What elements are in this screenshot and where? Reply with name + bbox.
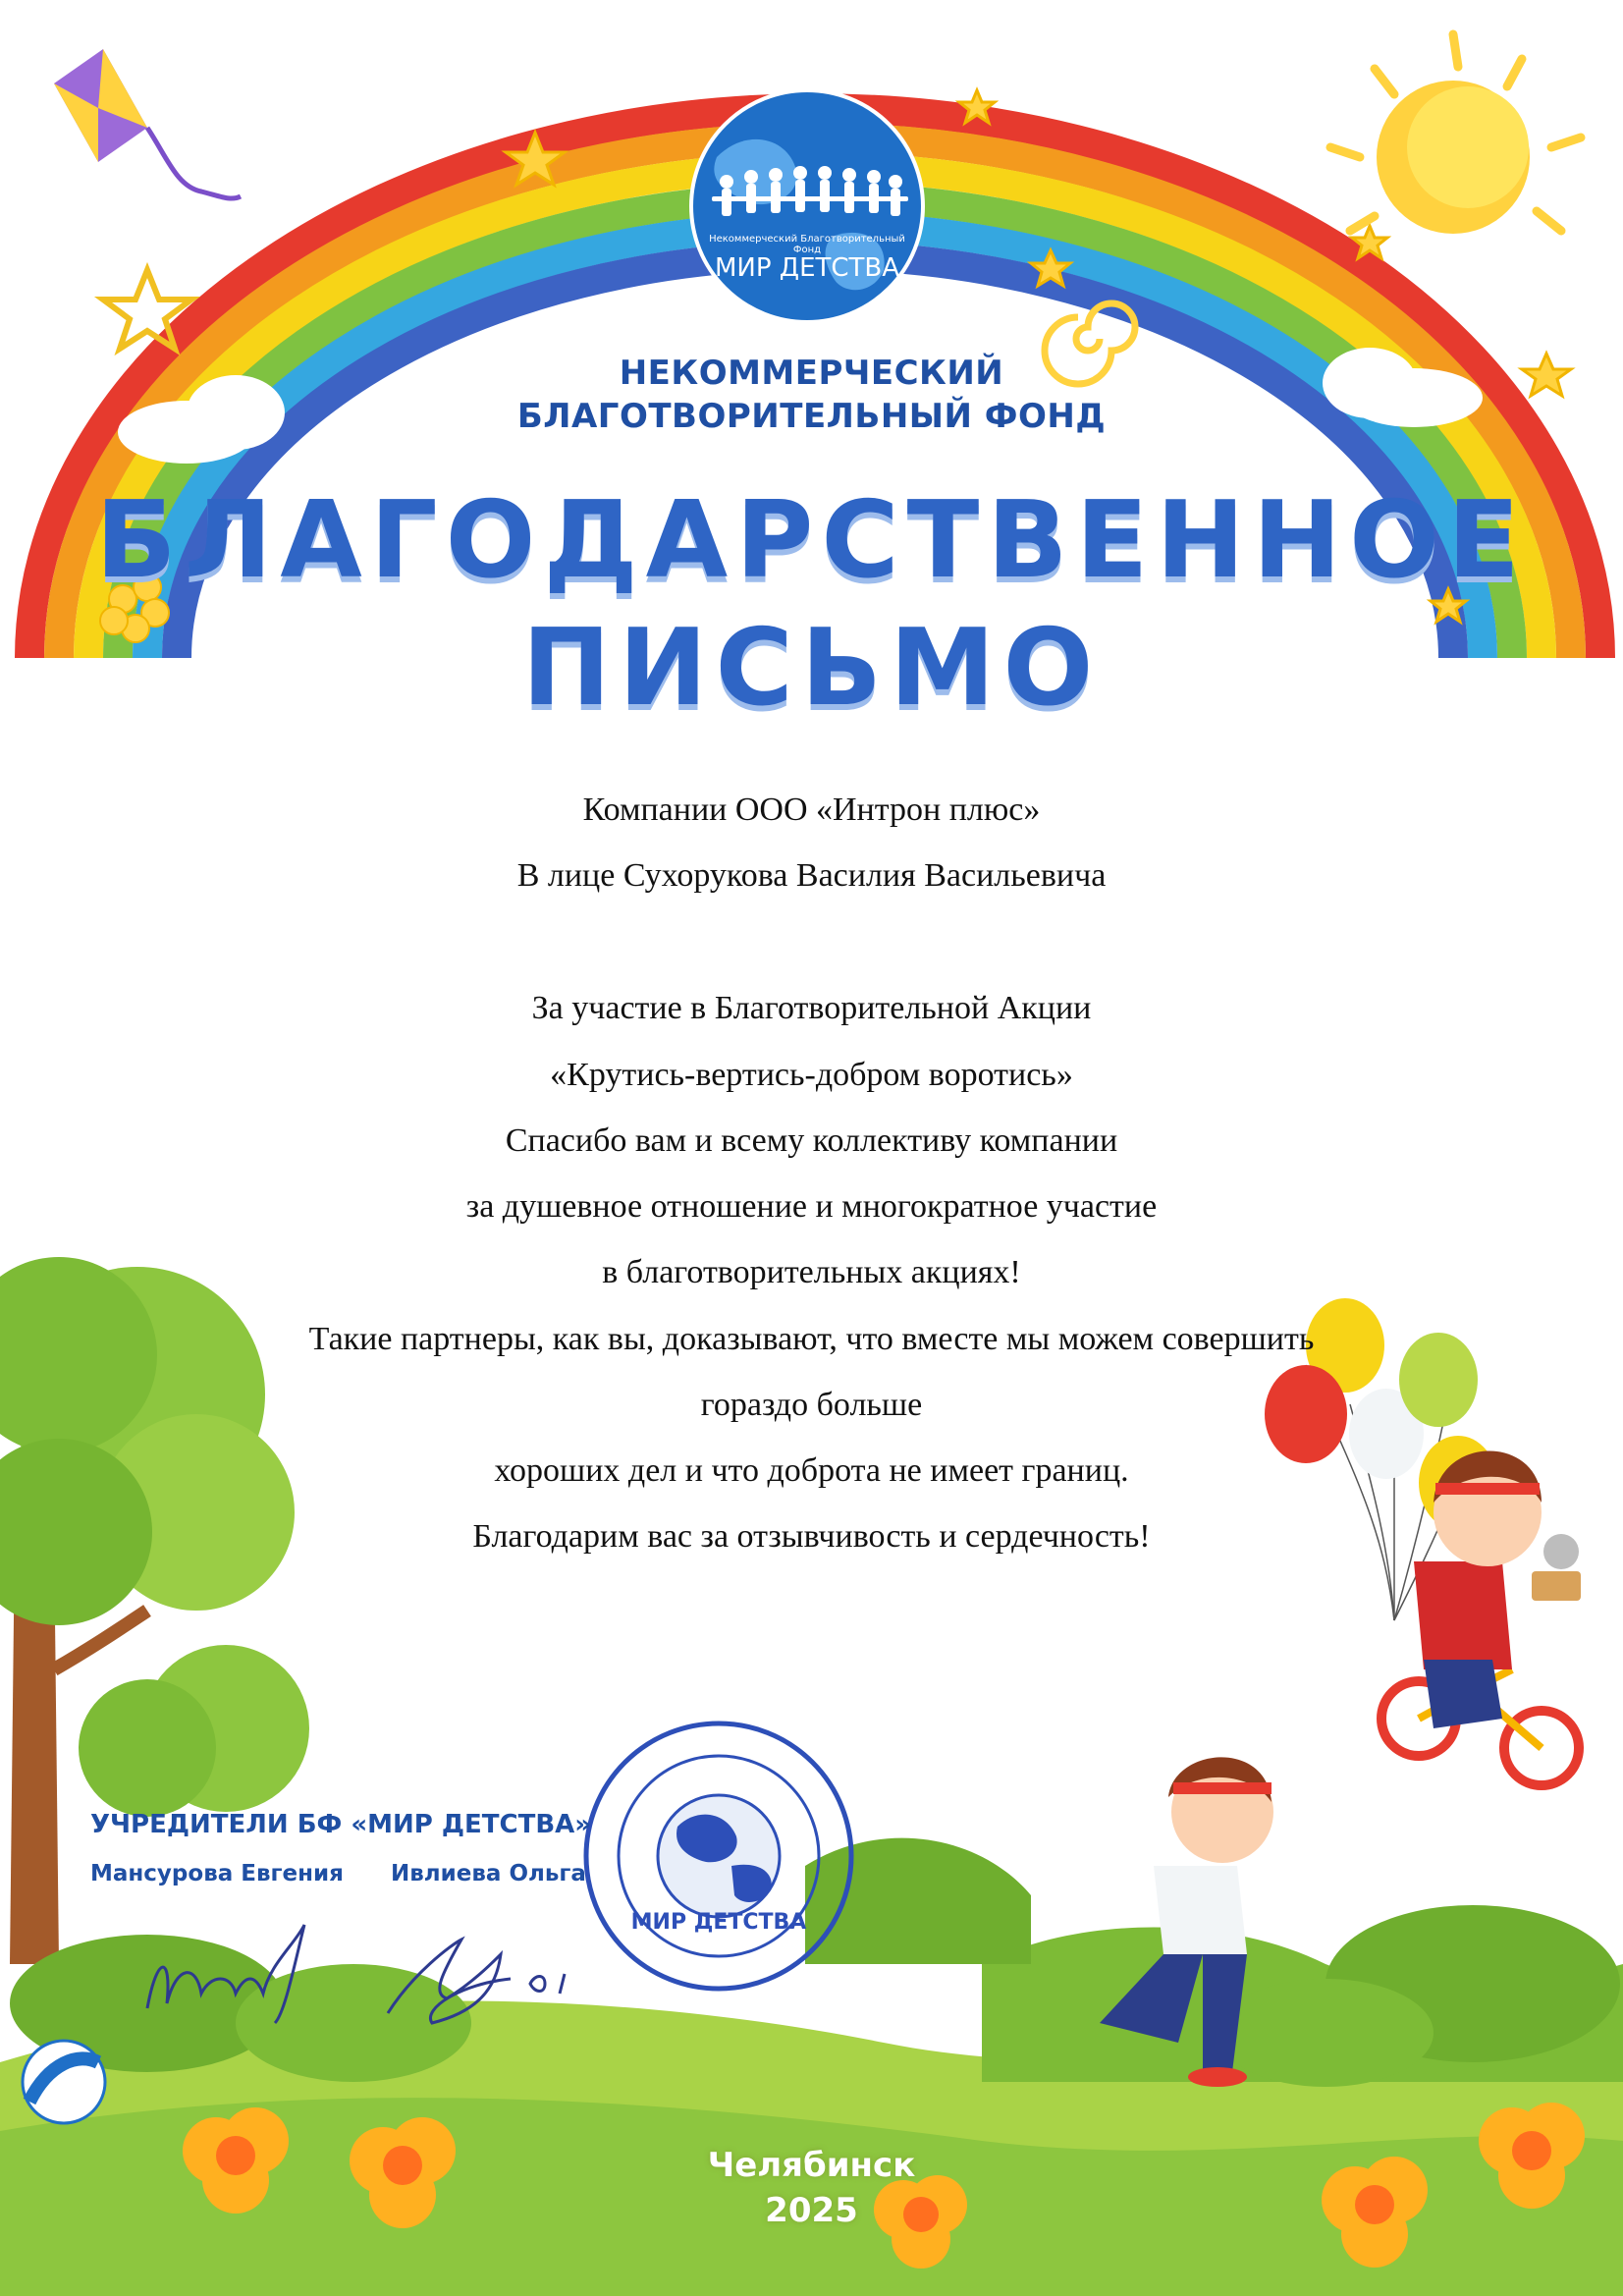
footer-year: 2025 (765, 2191, 858, 2230)
founders-title: УЧРЕДИТЕЛИ БФ «МИР ДЕТСТВА» (90, 1810, 592, 1839)
addressee-person: В лице Сухорукова Василия Васильевича (516, 857, 1107, 894)
logo-globe (691, 90, 923, 322)
document-title-line-1: БЛАГОДАРСТВЕННОЕ (95, 479, 1528, 602)
logo-name: МИР ДЕТСТВА (714, 253, 900, 283)
body-line: в благотворительных акциях! (602, 1254, 1021, 1290)
tree-icon (0, 1257, 309, 1964)
body-line: «Крутись-вертись-добром воротись» (550, 1057, 1073, 1093)
stamp-seal (586, 1723, 851, 1989)
founder-name-second: Ивлиева Ольга (391, 1861, 586, 1886)
kite-icon (54, 49, 241, 198)
ball-icon (23, 2041, 105, 2123)
document-title-line-2: ПИСЬМО (521, 607, 1102, 730)
body-line: Спасибо вам и всему коллективу компании (505, 1122, 1118, 1159)
logo-small-text: Некоммерческий Благотворительный Фонд (709, 234, 905, 255)
sun-icon (1330, 34, 1581, 234)
foundation-line-1: НЕКОММЕРЧЕСКИЙ (619, 354, 1004, 393)
foundation-name (0, 352, 1623, 438)
stamp-name: МИР ДЕТСТВА (630, 1910, 807, 1935)
addressee-company: Компании ООО «Интрон плюс» (582, 792, 1041, 828)
body-line: Благодарим вас за отзывчивость и сердечность! (472, 1518, 1151, 1555)
body-line: за душевное отношение и многократное участие (465, 1188, 1158, 1225)
body-line: хороших дел и что доброта не имеет границ. (494, 1452, 1129, 1489)
body-line: гораздо больше (700, 1387, 923, 1423)
cycling-boy-illustration (1381, 1451, 1581, 1786)
body-line: Такие партнеры, как вы, доказывают, что вместе мы можем совершить (308, 1321, 1315, 1357)
footer-city: Челябинск (707, 2146, 916, 2185)
founder-name-first: Мансурова Евгения (90, 1861, 344, 1886)
foundation-line-2: БЛАГОТВОРИТЕЛЬНЫЙ ФОНД (516, 397, 1107, 436)
body-line: За участие в Благотворительной Акции (531, 990, 1092, 1026)
